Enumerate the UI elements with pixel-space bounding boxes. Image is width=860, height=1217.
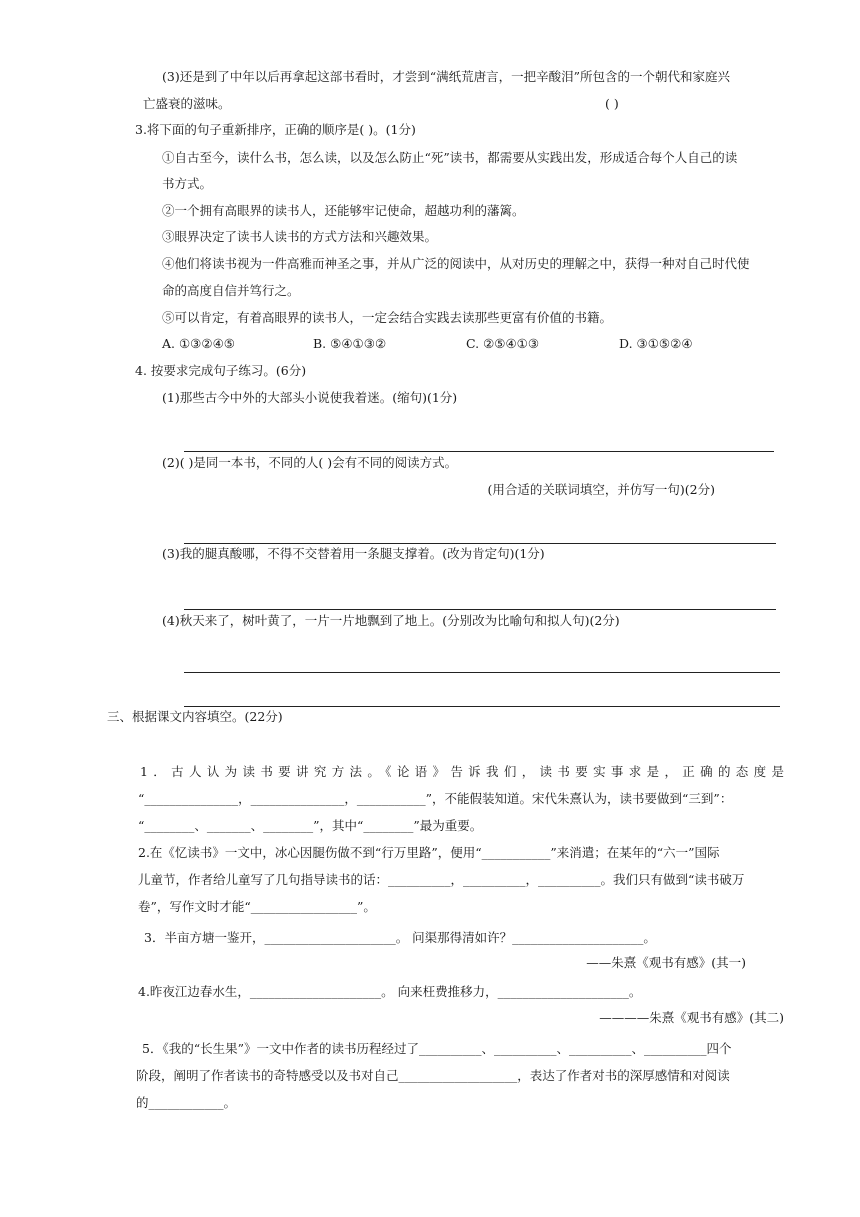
q3-sentence-3: ③眼界决定了读书人读书的方式方法和兴趣效果。 [162, 229, 438, 244]
q4-part-2: (2)( )是同一本书，不同的人( )会有不同的阅读方式。 [162, 455, 458, 470]
q4-part-1-answer-line[interactable] [184, 451, 774, 452]
q4-part-3-answer-line[interactable] [184, 609, 776, 610]
fill-2-line3[interactable]: 卷”，写作文时才能“_________________”。 [138, 899, 376, 914]
section-3-heading: 三、根据课文内容填空。(22分) [107, 709, 283, 724]
q2-item3-line1: (3)还是到了中年以后再拿起这部书看时，才尝到“满纸荒唐言，一把辛酸泪”所包含的一个朝代和家庭兴 [162, 69, 730, 84]
fill-3-source: ——朱熹《观书有感》(其一) [586, 955, 746, 970]
q4-part-2-answer-line[interactable] [184, 543, 776, 544]
fill-1-line3[interactable]: “________、_______、________”，其中“________”最为重要。 [138, 818, 483, 833]
q3-option-b[interactable]: B. ⑤④①③② [313, 336, 387, 351]
fill-4-source: ————朱熹《观书有感》(其二) [599, 1010, 784, 1025]
q4-part-4-answer-line-1[interactable] [184, 672, 780, 673]
fill-5-line3[interactable]: 的____________。 [136, 1095, 237, 1110]
q3-option-a[interactable]: A. ①③②④⑤ [162, 336, 236, 351]
fill-2-line2[interactable]: 儿童节，作者给儿童写了几句指导读书的话：__________，__________，__________。我们只有做到“读书破万 [138, 872, 745, 887]
q3-sentence-1-line1: ①自古至今，读什么书，怎么读，以及怎么防止“死”读书，都需要从实践出发，形成适合每个人自己的读 [162, 150, 738, 165]
q4-part-1: (1)那些古今中外的大部头小说使我着迷。(缩句)(1分) [162, 390, 458, 405]
q3-sentence-4-line1: ④他们将读书视为一件高雅而神圣之事，并从广泛的阅读中，从对历史的理解之中，获得一种对自己时代使 [162, 256, 750, 271]
q3-option-c[interactable]: C. ②⑤④①③ [466, 336, 540, 351]
q2-item3-answer-paren[interactable]: ( ) [605, 96, 619, 111]
q3-stem: 3.将下面的句子重新排序，正确的顺序是( )。(1分) [135, 122, 416, 137]
q2-item3-line2: 亡盛衰的滋味。 [143, 96, 231, 111]
q3-sentence-4-line2: 命的高度自信并笃行之。 [162, 283, 300, 298]
q3-sentence-1-line2: 书方式。 [162, 176, 213, 191]
fill-1-line1: 1．古人认为读书要讲究方法。《论语》告诉我们，读书要实事求是，正确的态度是 [140, 764, 784, 779]
fill-5-line2[interactable]: 阶段，阐明了作者读书的奇特感受以及书对自己___________________，表达了作者对书的深厚感情和对阅读 [136, 1068, 730, 1083]
q4-part-4: (4)秋天来了，树叶黄了，一片一片地飘到了地上。(分别改为比喻句和拟人句)(2分) [162, 613, 620, 628]
fill-2-line1[interactable]: 2.在《忆读书》一文中，冰心因腿伤做不到“行万里路”，便用“___________”来消遣；在某年的“六一”国际 [138, 845, 720, 860]
q4-stem: 4. 按要求完成句子练习。(6分) [135, 363, 307, 378]
fill-5-line1[interactable]: 5．《我的“长生果”》一文中作者的读书历程经过了__________、__________、__________、__________四个 [142, 1041, 732, 1056]
q3-sentence-5: ⑤可以肯定，有着高眼界的读书人，一定会结合实践去读那些更富有价值的书籍。 [162, 310, 613, 325]
fill-1-line2[interactable]: “_______________，_______________，___________”，不能假装知道。宋代朱熹认为，读书要做到“三到”： [138, 791, 733, 806]
q4-part-4-answer-line-2[interactable] [184, 706, 780, 707]
fill-3[interactable]: 3．半亩方塘一鉴开，_____________________。 问渠那得清如许？_____________________。 [144, 930, 656, 945]
fill-4[interactable]: 4.昨夜江边春水生，_____________________。 向来枉费推移力，_____________________。 [138, 984, 642, 999]
q3-sentence-2: ②一个拥有高眼界的读书人，还能够牢记使命，超越功利的藩篱。 [162, 203, 525, 218]
q4-part-3: (3)我的腿真酸哪，不得不交替着用一条腿支撑着。(改为肯定句)(1分) [162, 546, 545, 561]
q3-option-d[interactable]: D. ③①⑤②④ [619, 336, 693, 351]
q4-part-2-note: (用合适的关联词填空，并仿写一句)(2分) [487, 482, 715, 497]
